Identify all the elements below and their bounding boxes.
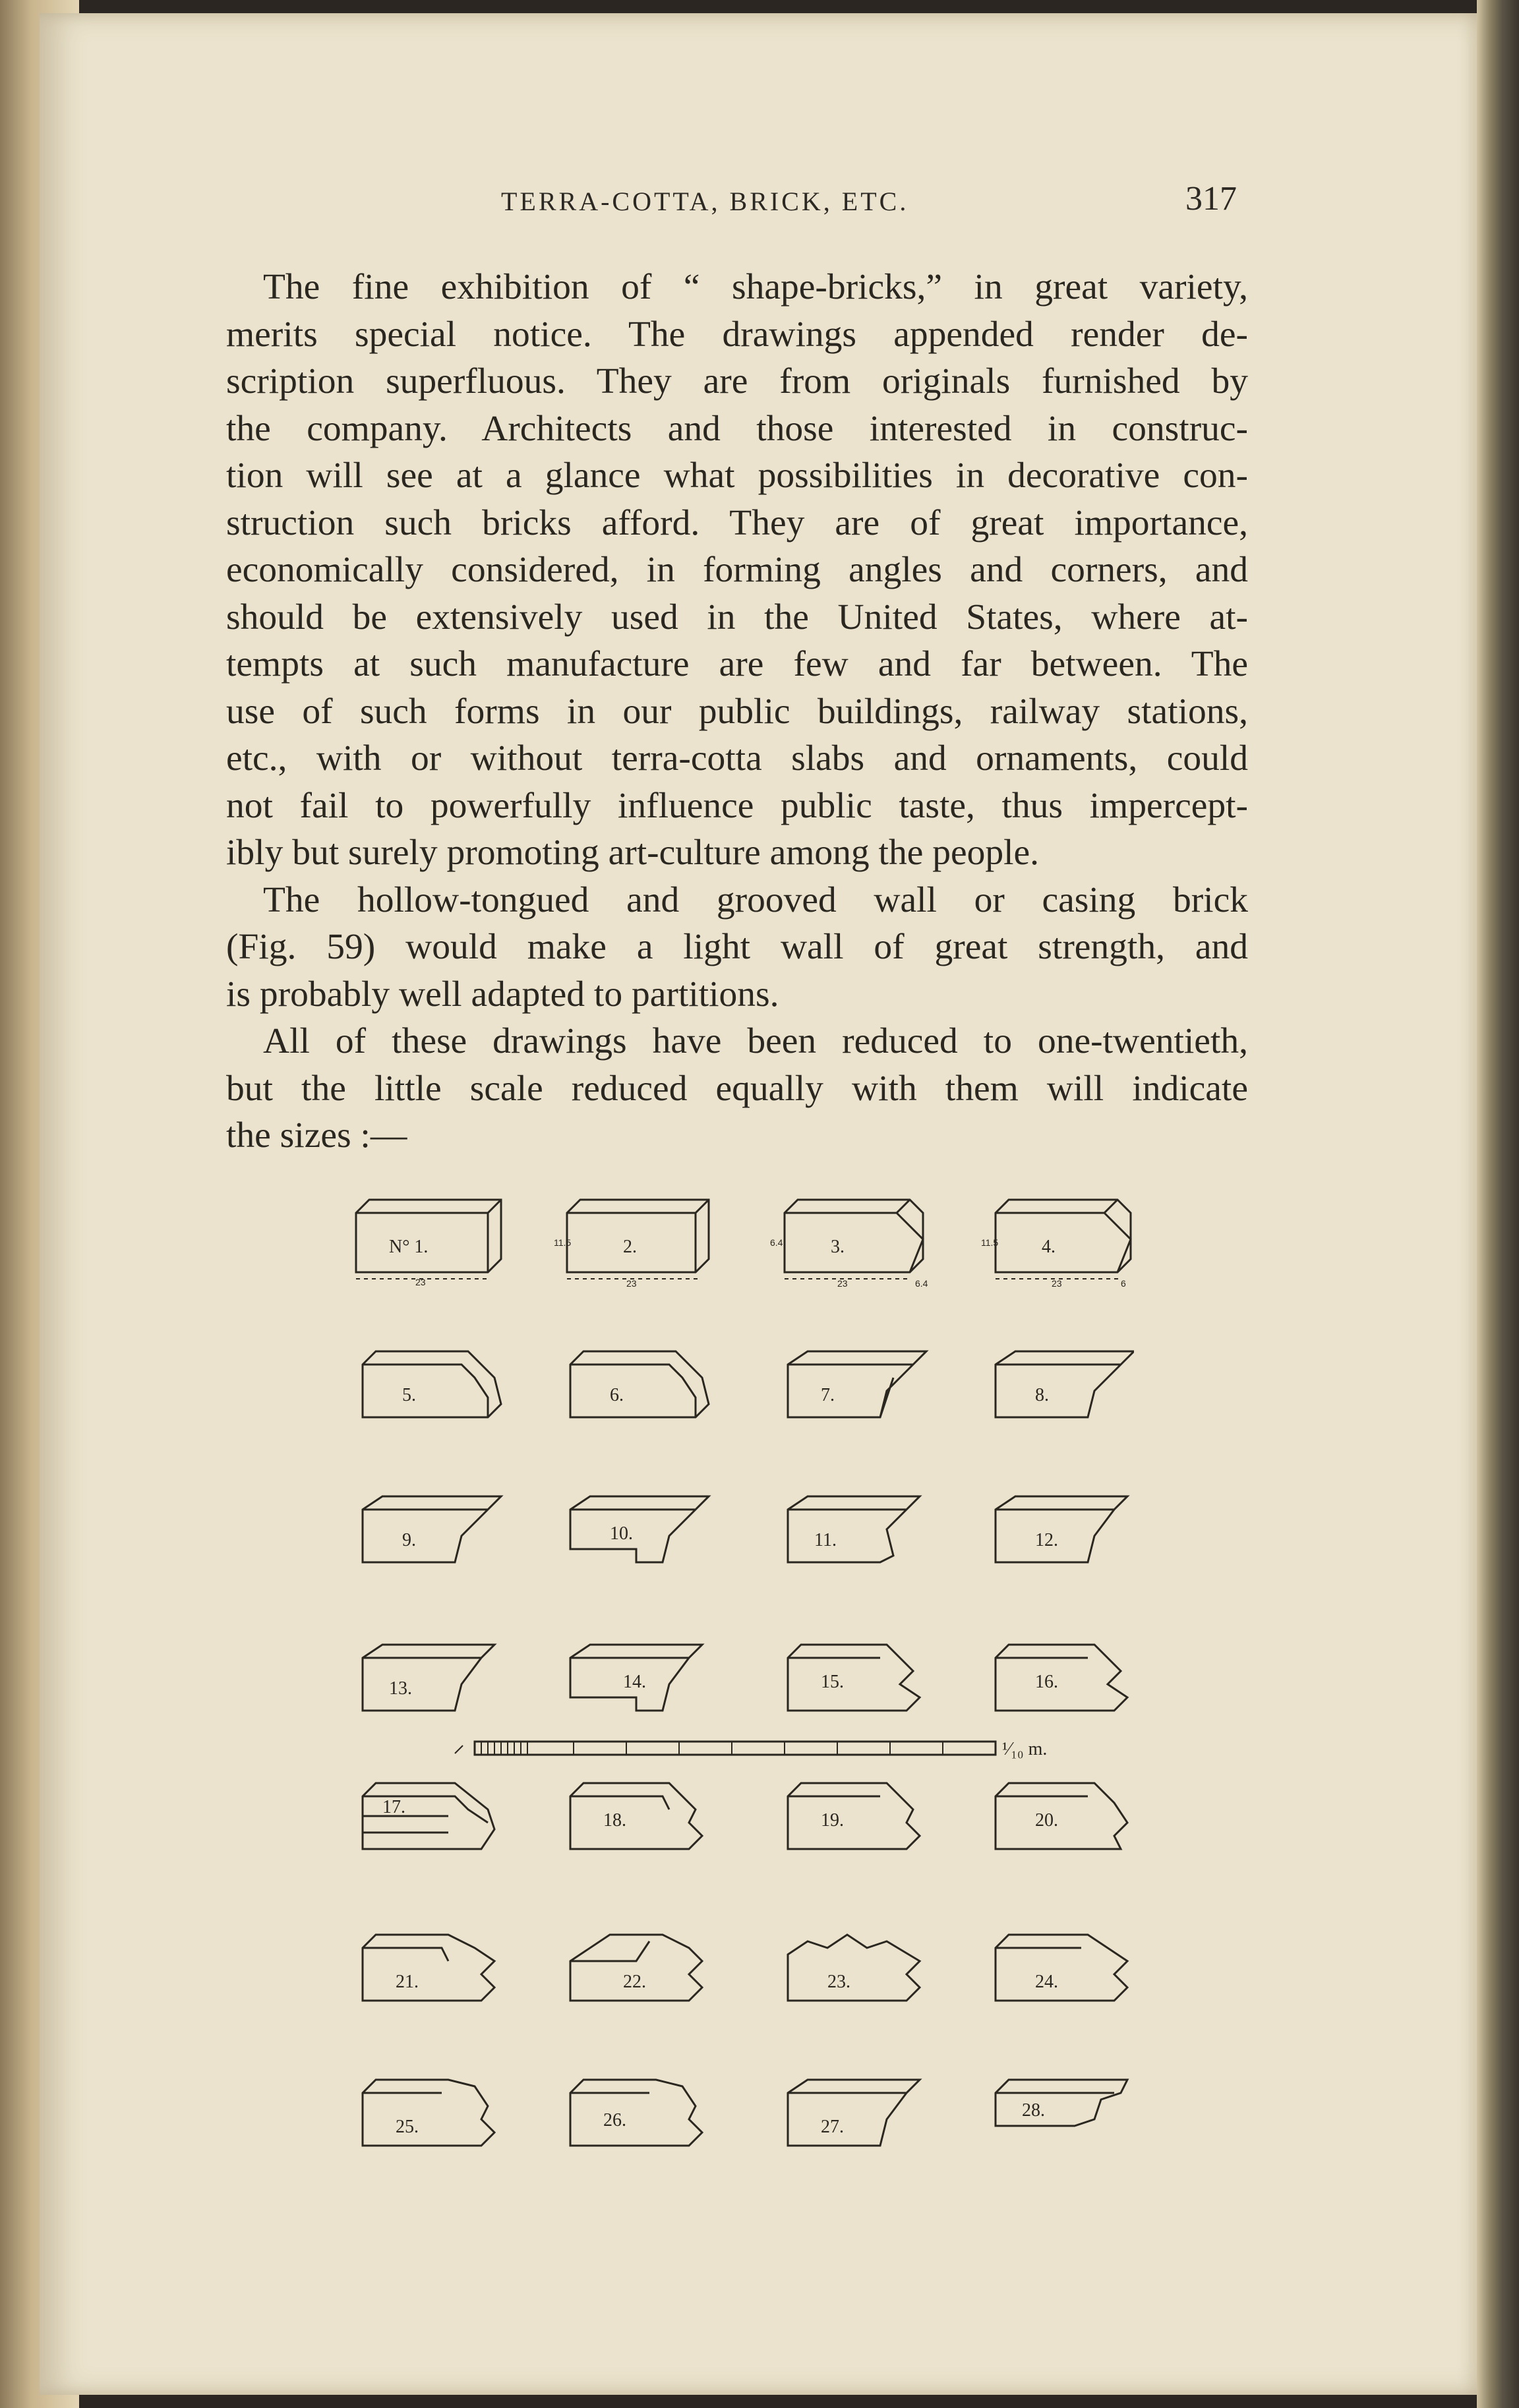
text-line: struction such bricks afford. They are of great importance, bbox=[226, 502, 1248, 543]
body-text bbox=[226, 264, 1248, 1160]
text-line: The hollow-tongued and grooved wall or casing brick bbox=[263, 879, 1248, 920]
shape-bricks-drawing bbox=[343, 1187, 1134, 2208]
brick-13 bbox=[363, 1645, 494, 1711]
brick-25 bbox=[363, 2080, 494, 2146]
book-edge-right bbox=[1477, 0, 1519, 2408]
dimension-label: 23 bbox=[1052, 1278, 1062, 1289]
brick-label: 8. bbox=[1035, 1385, 1049, 1405]
brick-label: 5. bbox=[402, 1385, 416, 1405]
brick-label: 28. bbox=[1022, 2100, 1045, 2121]
brick-10 bbox=[570, 1496, 709, 1562]
paragraph-2 bbox=[226, 877, 1248, 1018]
brick-11 bbox=[788, 1496, 920, 1562]
text-line: tion will see at a glance what possibilities in decorative con- bbox=[226, 455, 1248, 496]
page-number: 317 bbox=[1185, 180, 1237, 218]
dimension-label: 23 bbox=[626, 1278, 637, 1289]
brick-28 bbox=[996, 2080, 1127, 2126]
dimension-label: 23 bbox=[415, 1277, 426, 1287]
brick-5 bbox=[363, 1351, 501, 1417]
brick-label: 16. bbox=[1035, 1672, 1058, 1692]
brick-label: 11. bbox=[814, 1530, 837, 1550]
brick-label: 25. bbox=[396, 2117, 419, 2137]
brick-1 bbox=[356, 1200, 501, 1287]
text-line: merits special notice. The drawings appended render de- bbox=[226, 314, 1248, 355]
brick-7 bbox=[788, 1351, 926, 1417]
brick-label: 20. bbox=[1035, 1810, 1058, 1831]
text-line: is probably well adapted to partitions. bbox=[226, 974, 779, 1014]
paragraph-3 bbox=[226, 1018, 1248, 1160]
brick-label: 17. bbox=[382, 1797, 405, 1817]
scale-bar bbox=[455, 1739, 1047, 1759]
brick-22 bbox=[570, 1935, 702, 2001]
text-line: the sizes :— bbox=[226, 1115, 407, 1156]
brick-label: 12. bbox=[1035, 1530, 1058, 1550]
text-line: ibly but surely promoting art-culture among the people. bbox=[226, 833, 1040, 873]
brick-16 bbox=[996, 1645, 1127, 1711]
dimension-label: 23 bbox=[837, 1278, 848, 1289]
scale-label: ¹⁄₁₀ m. bbox=[1002, 1739, 1048, 1759]
dimension-label: 6.4 bbox=[770, 1237, 783, 1248]
brick-label: 21. bbox=[396, 1972, 419, 1992]
text-line: scription superfluous. They are from originals furnished by bbox=[226, 361, 1248, 401]
text-line: the company. Architects and those interested in construc- bbox=[226, 408, 1248, 449]
brick-label: 14. bbox=[623, 1672, 646, 1692]
dimension-label: 11.5 bbox=[554, 1237, 572, 1248]
text-line: etc., with or without terra-cotta slabs and ornaments, could bbox=[226, 738, 1248, 778]
brick-3 bbox=[770, 1200, 928, 1289]
brick-23 bbox=[788, 1935, 920, 2001]
brick-20 bbox=[996, 1783, 1127, 1849]
brick-18 bbox=[570, 1783, 702, 1849]
brick-2 bbox=[554, 1200, 709, 1289]
brick-27 bbox=[788, 2080, 920, 2146]
brick-label: 24. bbox=[1035, 1972, 1058, 1992]
brick-label: 7. bbox=[821, 1385, 835, 1405]
brick-label: 10. bbox=[610, 1523, 633, 1544]
brick-8 bbox=[996, 1351, 1134, 1417]
text-line: economically considered, in forming angles and corners, and bbox=[226, 550, 1248, 590]
brick-15 bbox=[788, 1645, 920, 1711]
text-line: tempts at such manufacture are few and far between. The bbox=[226, 644, 1248, 684]
brick-24 bbox=[996, 1935, 1127, 2001]
brick-4 bbox=[981, 1200, 1131, 1289]
brick-label: 9. bbox=[402, 1530, 416, 1550]
brick-label: 27. bbox=[821, 2117, 844, 2137]
brick-14 bbox=[570, 1645, 702, 1711]
brick-label: 4. bbox=[1042, 1237, 1056, 1257]
brick-label: 19. bbox=[821, 1810, 844, 1831]
text-line: The fine exhibition of “ shape-bricks,” in great variety, bbox=[263, 267, 1248, 307]
brick-label: 26. bbox=[603, 2110, 626, 2130]
brick-label: 15. bbox=[821, 1672, 844, 1692]
dimension-label: 6.4 bbox=[915, 1278, 928, 1289]
brick-label: 2. bbox=[623, 1237, 637, 1257]
brick-label: 22. bbox=[623, 1972, 646, 1992]
text-line: but the little scale reduced equally with them will indicate bbox=[226, 1068, 1248, 1109]
dimension-label: 11.5 bbox=[981, 1237, 999, 1248]
brick-26 bbox=[570, 2080, 702, 2146]
brick-12 bbox=[996, 1496, 1127, 1562]
text-line: not fail to powerfully influence public taste, thus impercept- bbox=[226, 785, 1248, 826]
brick-label: 18. bbox=[603, 1810, 626, 1831]
shape-bricks-figure bbox=[343, 1187, 1134, 2208]
dimension-label: 6 bbox=[1121, 1278, 1126, 1289]
brick-6 bbox=[570, 1351, 709, 1417]
brick-label: 13. bbox=[389, 1678, 412, 1699]
brick-9 bbox=[363, 1496, 501, 1562]
paragraph-1 bbox=[226, 264, 1248, 877]
brick-19 bbox=[788, 1783, 920, 1849]
text-line: use of such forms in our public buildings, railway stations, bbox=[226, 691, 1248, 732]
brick-label: 3. bbox=[831, 1237, 845, 1257]
text-line: should be extensively used in the United States, where at- bbox=[226, 597, 1248, 637]
running-head: TERRA-COTTA, BRICK, ETC. bbox=[501, 187, 909, 216]
text-line: (Fig. 59) would make a light wall of great strength, and bbox=[226, 927, 1248, 967]
brick-label: N° 1. bbox=[389, 1237, 429, 1257]
text-line: All of these drawings have been reduced to one-twentieth, bbox=[263, 1021, 1248, 1061]
brick-21 bbox=[363, 1935, 494, 2001]
brick-label: 6. bbox=[610, 1385, 624, 1405]
brick-label: 23. bbox=[827, 1972, 850, 1992]
brick-17 bbox=[363, 1783, 494, 1849]
